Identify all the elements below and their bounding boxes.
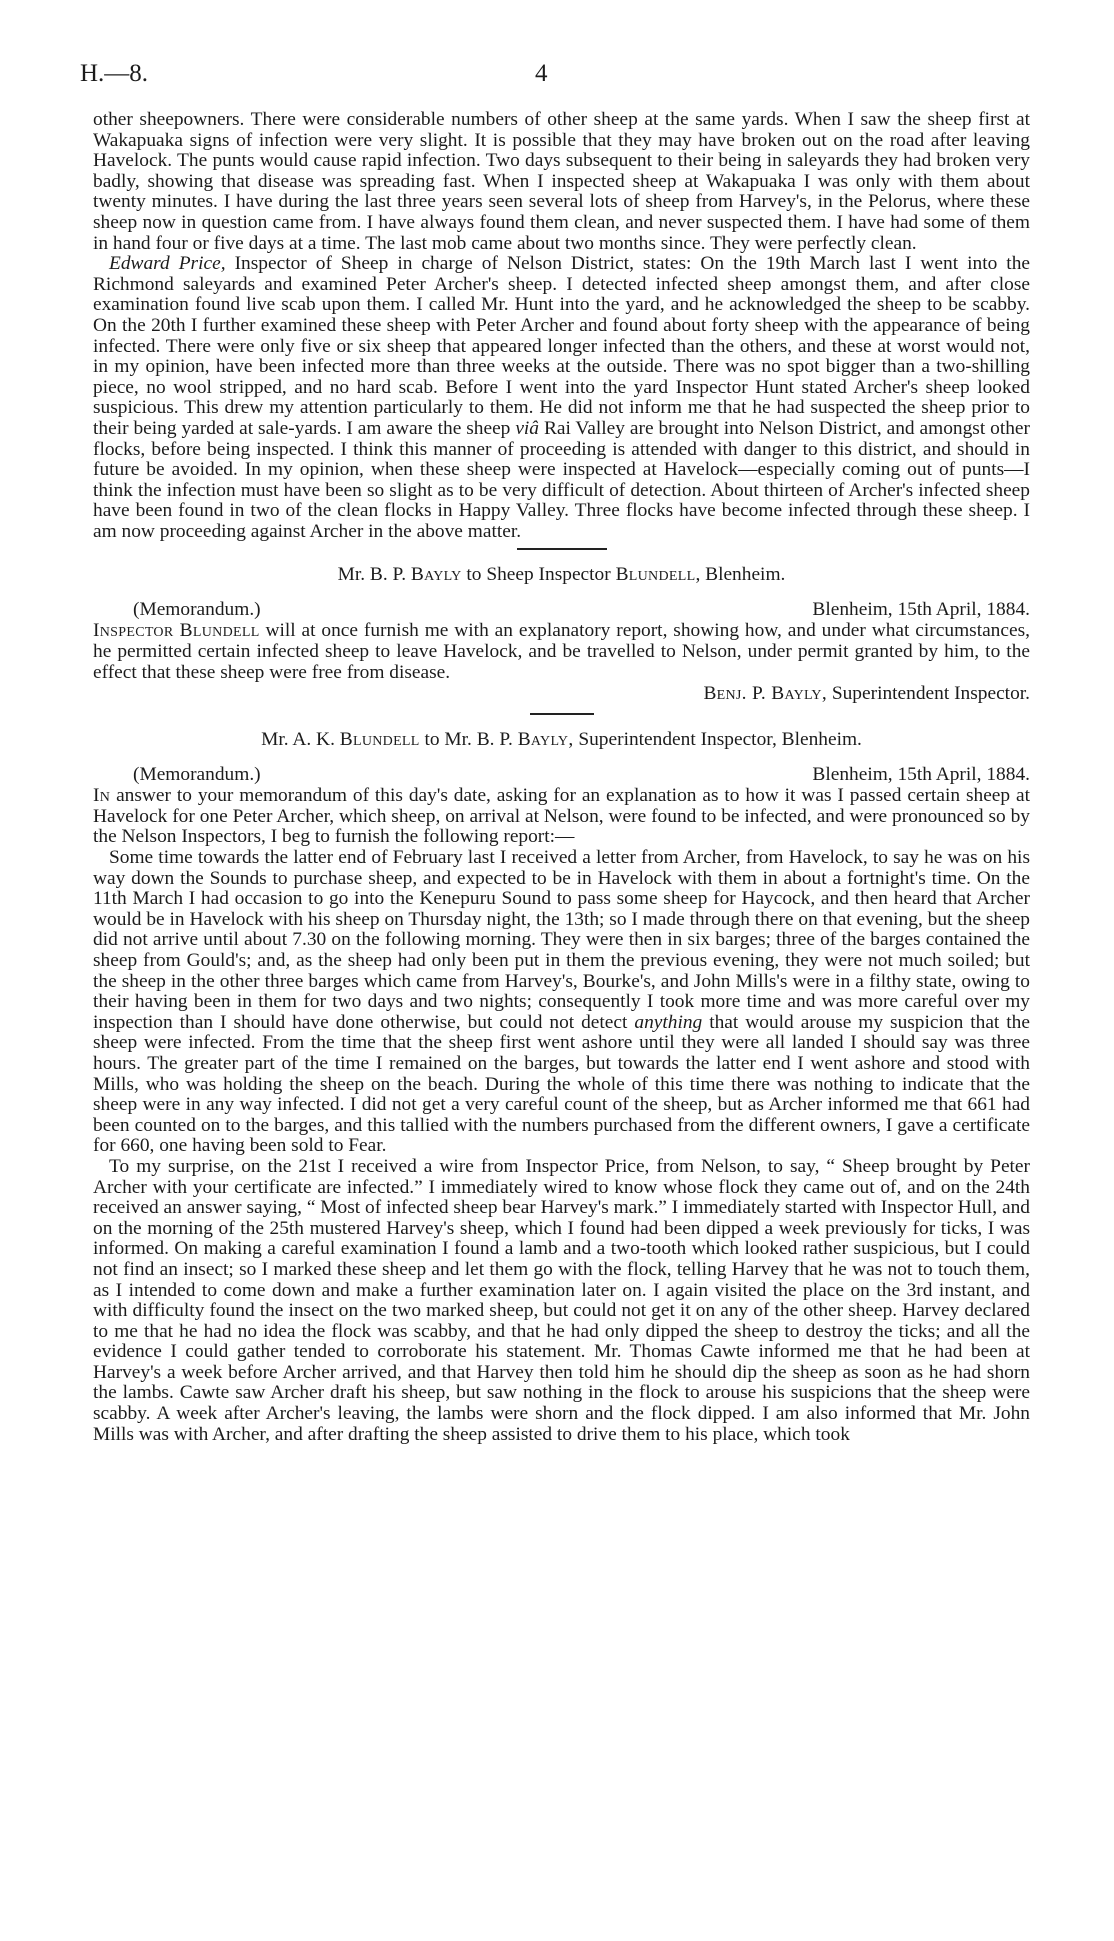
memo2-meta — [93, 763, 1030, 786]
section-divider — [530, 713, 594, 715]
memo1-meta — [93, 598, 1030, 621]
memo2-intro — [93, 786, 1030, 848]
memo1-type: (Memorandum.) — [133, 599, 261, 621]
memo2-paragraph-1-text: Some time towards the latter end of February last I received a letter from Archer, from Havelock, to say he was on his way down the Sounds to purchase sheep, and expected to be in Havelock with them in about a fortnight's time. On the 11th March I had occasion to go into the Kenepuru Sound to pass some sheep for Haycock, and then heard that Archer would be in Havelock with his sheep on Thursday night, the 13th; so I made through there on that evening, but the sheep did not arrive until about 7.30 on the following morning. They were then in six barges; three of the barges contained the sheep from Gould's; and, as the sheep had only been put in them the previous evening, they were not much soiled; but the sheep in the other three barges which came from Harvey's, Bourke's, and John Mills's were in a filthy state, owing to their having been in them for two days and two nights; consequently I took more time and was more careful over my inspection than I should have done otherwise, but could not detect — [93, 847, 1030, 1033]
memo1-place-date: Blenheim, 15th April, 1884. — [812, 599, 1030, 621]
memo1-body — [93, 621, 1030, 683]
memo1-heading-part: Mr. B. P. — [337, 564, 411, 586]
memo1-body-text: will at once furnish me with an explanatory report, showing how, and under what circumstances, he permitted certain infected sheep to leave Havelock, and be travelled to Nelson, under permit granted by him, to the effect that these sheep were free from disease. — [93, 620, 1030, 683]
memo2-intro-text: answer to your memorandum of this day's date, asking for an explanation as to how it was I passed certain sheep at Havelock for one Peter Archer, which sheep, on arrival at Nelson, were found to be infected, and were pronounced so by the Nelson Inspectors, I beg to furnish the following report:— — [93, 785, 1030, 848]
memo2-paragraph-1-rest: that would arouse my suspicion that the sheep were infected. From the time that the sheep first went ashore until they were all landed I should say was three hours. The greater part of the time I remained on the barges, but towards the latter end I went ashore and stood with Mills, who was holding the sheep on the beach. During the whole of this time there was nothing to indicate that the sheep were in any way infected. I did not get a very careful count of the sheep, but as Archer informed me that 661 had been counted on to the barges, and this tallied with the numbers purchased from the different owners, I gave a certificate for 660, one having been sold to Fear. — [93, 1011, 1030, 1157]
price-statement-text: Inspector of Sheep in charge of Nelson District, states: On the 19th March last I went into the Richmond saleyards and examined Peter Archer's sheep. I detected infected sheep amongst them, and after close examination found live scab upon them. I called Mr. Hunt into the yard, and he acknowledged the sheep to be scabby. On the 20th I further examined these sheep with Peter Archer and found about forty sheep with the appearance of being infected. There were only five or six sheep that appeared longer infected than the others, and these at worst would not, in my opinion, have been infected more than three weeks at the outside. There was no spot bigger than a two-shilling piece, no wool stripped, and no hard scab. Before I went into the yard Inspector Hunt stated Archer's sheep looked suspicious. This drew my attention particularly to them. He did not inform me that he had suspected the sheep prior to their being yarded at sale-yards. I am aware the sheep — [93, 253, 1030, 439]
memo2-place-date: Blenheim, 15th April, 1884. — [812, 764, 1030, 786]
memo2-heading — [93, 729, 1030, 751]
price-statement — [93, 254, 1030, 542]
memo2-paragraph-1 — [93, 848, 1030, 1157]
via-word: viâ — [515, 417, 540, 439]
memo1-heading-recipient: Blundell — [615, 564, 696, 586]
document-code: H.—8. — [80, 60, 149, 87]
memo1-signature — [93, 683, 1030, 705]
memo2-heading-part: Mr. A. K. — [261, 729, 340, 751]
memo1-signatory-title: Superintendent Inspector. — [826, 683, 1030, 705]
page-header — [0, 60, 1114, 90]
page-number: 4 — [535, 60, 548, 87]
memo2-intro-lead: In — [93, 785, 111, 807]
memo2-heading-recipient: Bayly, — [517, 729, 574, 751]
memo1-heading-part: , Blenheim. — [695, 564, 786, 586]
page-body — [93, 110, 1030, 1445]
section-divider — [517, 548, 607, 550]
memo1-heading-sender: Bayly — [410, 564, 462, 586]
price-statement-text-2: Rai Valley are brought into Nelson District, and amongst other flocks, before being inspected. I think this manner of proceeding is attended with danger to this district, and should in future be avoided. In my opinion, when these sheep were inspected at Havelock—especially coming out of punts—I think the infection must have been so slight as to be very difficult of detection. About thirteen of Archer's infected sheep have been found in two of the clean flocks in Happy Valley. Three flocks have become infected through these sheep. I am now proceeding against Archer in the above matter. — [93, 417, 1030, 542]
memo2-heading-sender: Blundell — [339, 729, 420, 751]
witness-name: Edward Price, — [109, 253, 226, 275]
memo1-heading-part: to Sheep Inspector — [461, 564, 616, 586]
memo2-heading-part: to Mr. B. P. — [419, 729, 518, 751]
emphasis-word: anything — [634, 1011, 703, 1033]
memo1-heading — [93, 564, 1030, 586]
memo1-body-lead: Inspector Blundell — [93, 620, 260, 642]
memo2-paragraph-2: To my surprise, on the 21st I received a wire from Inspector Price, from Nelson, to say, “ Sheep brought by Peter Archer with your certificate are infected.” I immediately wired to know whose flock they came out of, and on the 24th received an answer saying, “ Most of infected sheep bear Harvey's mark.” I immediately started with Inspector Hull, and on the morning of the 25th mustered Harvey's sheep, which I found had been dipped a week previously for ticks, I was informed. On making a careful examination I found a lamb and a two-tooth which looked rather suspicious, but I could not find an insect; so I marked these sheep and let them go with the flock, telling Harvey that he was not to touch them, as I intended to come down and make a further examination later on. I again visited the place on the 3rd instant, and with difficulty found the insect on the two marked sheep, but could not get it on any of the other sheep. Harvey declared to me that he had no idea the flock was scabby, and that he had only dipped the sheep to destroy the ticks; and all the evidence I could gather tended to corroborate his statement. Mr. Thomas Cawte informed me that he had been at Harvey's a week before Archer arrived, and that Harvey then told him he should dip the sheep as soon as he had shorn the lambs. Cawte saw Archer draft his sheep, but saw nothing in the flock to arouse his suspicions that the sheep were scabby. A week after Archer's leaving, the lambs were shorn and the flock dipped. I am also informed that Mr. John Mills was with Archer, and after drafting the sheep assisted to drive them to his place, which took — [93, 1155, 1030, 1445]
memo1-signatory: Benj. P. Bayly, — [703, 683, 827, 705]
paragraph-continued: other sheepowners. There were considerable numbers of other sheep at the same yards. When I saw the sheep first at Wakapuaka signs of infection were very slight. It is possible that they may have broken out on the road after leaving Havelock. The punts would cause rapid infection. Two days subsequent to their being in saleyards they had broken very badly, showing that disease was spreading fast. When I inspected sheep at Wakapuaka I was only with them about twenty minutes. I have during the last three years seen several lots of sheep from Harvey's, in the Pelorus, where these sheep now in question came from. I have always found them clean, and never suspected them. I have had some of them in hand four or five days at a time. The last mob came about two months since. They were perfectly clean. — [93, 109, 1030, 254]
memo2-type: (Memorandum.) — [133, 764, 261, 786]
memo2-heading-part: Superintendent Inspector, Blenheim. — [573, 729, 862, 751]
